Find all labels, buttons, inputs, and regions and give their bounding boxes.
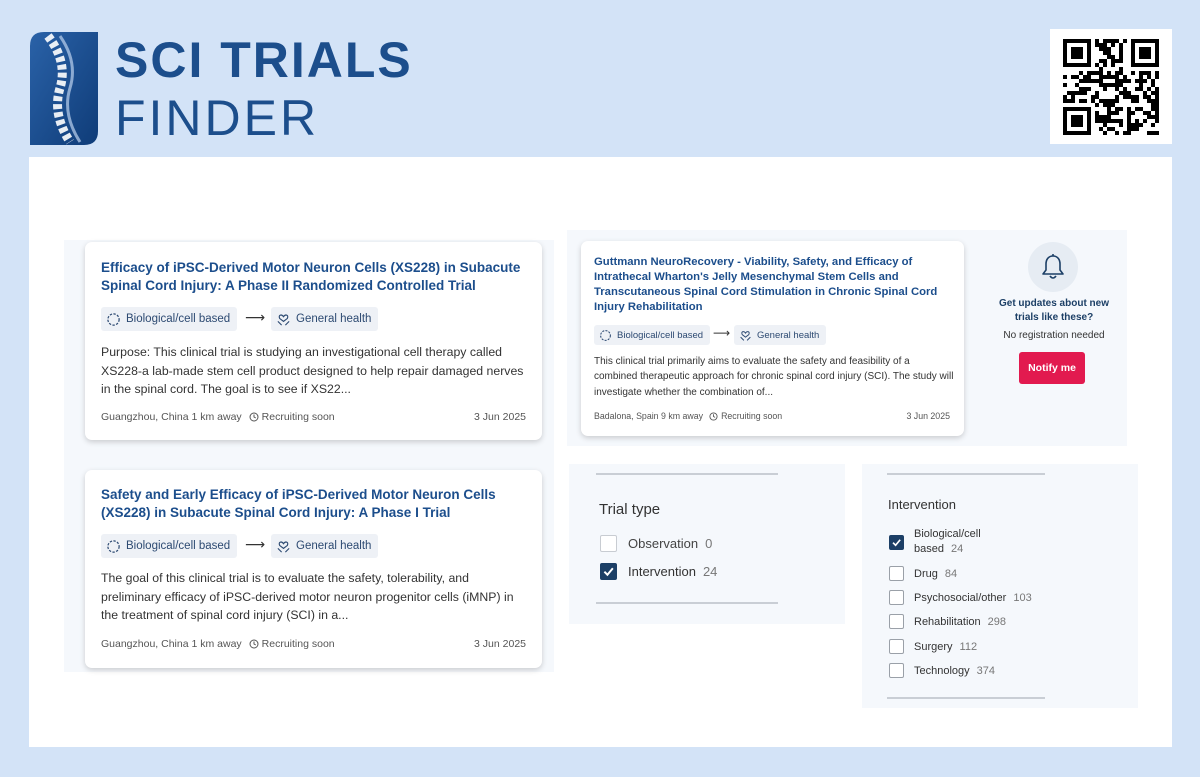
- filter-option-count: 112: [959, 640, 978, 653]
- filter-option-biological[interactable]: [889, 527, 981, 557]
- filter-option-count: 84: [944, 567, 958, 580]
- spine-logo-icon: [30, 32, 98, 145]
- bell-icon: [1028, 242, 1078, 292]
- filter-option-count: 103: [1013, 591, 1032, 604]
- checkbox[interactable]: [889, 663, 904, 678]
- trial-title[interactable]: Efficacy of iPSC-Derived Motor Neuron Cells (XS228) in Subacute Spinal Cord Injury: A Phase II Randomized Controlled Trial: [101, 260, 521, 293]
- trial-description: This clinical trial primarily aims to evaluate the safety and feasibility of a combined therapeutic approach for chronic spinal cord injury (SCI). The study will investigate whether the combination of...: [594, 356, 954, 398]
- filter-option-text: [914, 527, 981, 557]
- outcome-tag-label: General health: [757, 329, 820, 341]
- filter-option-count: 374: [976, 664, 996, 677]
- checkbox[interactable]: [600, 563, 617, 580]
- clock-icon: [709, 412, 718, 421]
- trial-description: The goal of this clinical trial is to evaluate the safety, tolerability, and preliminary efficacy of iPSC-derived motor neuron progenitor cells (iMNP) in the treatment of spinal cord injury (SCI) in a...: [101, 571, 514, 622]
- filter-option-label: Drug: [914, 567, 938, 580]
- trial-date: 3 Jun 2025: [474, 411, 526, 423]
- trial-title[interactable]: Guttmann NeuroRecovery - Viability, Safety, and Efficacy of Intrathecal Wharton's Jelly Mesenchymal Stem Cells and Transcutaneous Spinal Cord Stimulation in Chronic Spinal Cord Injury Rehabilitation: [594, 256, 938, 313]
- filter-option-drug[interactable]: [889, 566, 957, 581]
- outcome-tag: [271, 534, 378, 558]
- arrow-icon: ⟶: [245, 309, 266, 325]
- trial-meta: [594, 411, 782, 421]
- filter-option-count: 298: [987, 615, 1007, 628]
- intervention-tag: [594, 325, 710, 345]
- intervention-tag-label: Biological/cell based: [126, 540, 231, 552]
- checkbox[interactable]: [889, 590, 904, 605]
- outcome-tag-label: General health: [296, 540, 372, 552]
- trial-status: Recruiting soon: [261, 638, 335, 650]
- intervention-tag: [101, 534, 237, 558]
- filter-option-rehabilitation[interactable]: [889, 614, 1006, 629]
- trial-card[interactable]: [581, 241, 964, 436]
- trial-description: Purpose: This clinical trial is studying an investigational cell therapy called XS228-a lab-made stem cell product designed to help repair damaged nerves in the spinal cord. The goal is to see if XS22...: [101, 345, 524, 396]
- checkbox[interactable]: [889, 639, 904, 654]
- filter-option-label: Observation: [628, 536, 699, 551]
- filter-option-intervention[interactable]: [600, 563, 717, 580]
- divider: [887, 473, 1045, 475]
- divider: [596, 473, 778, 475]
- filter-option-count: 0: [705, 536, 713, 551]
- outcome-tag: [734, 325, 826, 345]
- trial-location: Guangzhou, China 1 km away: [101, 638, 242, 650]
- hands-heart-icon: [739, 329, 752, 342]
- filter-option-count: 24: [702, 564, 718, 579]
- filter-option-label: Psychosocial/other: [914, 591, 1007, 604]
- checkbox[interactable]: [889, 535, 904, 550]
- divider: [596, 602, 778, 604]
- clock-icon: [249, 412, 259, 422]
- intervention-title: Intervention: [888, 497, 956, 512]
- check-icon: [891, 537, 902, 548]
- trial-status: Recruiting soon: [721, 411, 783, 421]
- filter-option-label: Surgery: [914, 640, 953, 653]
- checkbox[interactable]: [889, 566, 904, 581]
- trial-title[interactable]: Safety and Early Efficacy of iPSC-Derived Motor Neuron Cells (XS228) in Subacute Spinal Cord Injury: A Phase I Trial: [101, 487, 496, 520]
- arrow-icon: ⟶: [713, 326, 731, 340]
- trial-type-title: Trial type: [599, 501, 661, 518]
- trial-location: Guangzhou, China 1 km away: [101, 411, 242, 423]
- filter-option-label: Technology: [914, 664, 970, 677]
- trial-meta: [101, 411, 335, 423]
- check-icon: [602, 565, 615, 578]
- trial-status: Recruiting soon: [261, 411, 335, 423]
- filter-option-label: Biological/cell: [914, 528, 981, 540]
- cell-icon: [106, 539, 121, 554]
- notify-me-button[interactable]: Notify me: [1019, 352, 1085, 384]
- filter-option-label-line2: based: [914, 543, 944, 555]
- trial-meta: [101, 638, 335, 650]
- filter-option-observation[interactable]: [600, 535, 712, 552]
- hands-heart-icon: [276, 312, 291, 327]
- brand-title: SCI TRIALS: [115, 32, 413, 88]
- filter-option-label: Intervention: [628, 564, 696, 579]
- trial-location: Badalona, Spain 9 km away: [594, 411, 704, 421]
- qr-code-icon: [1050, 29, 1172, 144]
- filter-option-label: Rehabilitation: [914, 615, 981, 628]
- arrow-icon: ⟶: [245, 536, 266, 552]
- checkbox[interactable]: [889, 614, 904, 629]
- trial-card[interactable]: [85, 470, 542, 668]
- intervention-tag: [101, 307, 237, 331]
- filter-option-technology[interactable]: [889, 663, 995, 678]
- cell-icon: [599, 329, 612, 342]
- trial-date: 3 Jun 2025: [906, 411, 950, 421]
- filter-option-count: 24: [950, 543, 964, 555]
- brand-subtitle: FINDER: [115, 90, 320, 146]
- notify-prompt: Get updates about new trials like these?: [998, 298, 1109, 323]
- checkbox[interactable]: [600, 535, 617, 552]
- filter-option-surgery[interactable]: [889, 639, 977, 654]
- trial-date: 3 Jun 2025: [474, 638, 526, 650]
- intervention-tag-label: Biological/cell based: [617, 329, 704, 341]
- trial-card[interactable]: [85, 242, 542, 440]
- outcome-tag: [271, 307, 378, 331]
- filter-option-psychosocial[interactable]: [889, 590, 1032, 605]
- intervention-tag-label: Biological/cell based: [126, 313, 231, 325]
- divider: [887, 697, 1045, 699]
- hands-heart-icon: [276, 539, 291, 554]
- cell-icon: [106, 312, 121, 327]
- outcome-tag-label: General health: [296, 313, 372, 325]
- notify-subtext: No registration needed: [1003, 330, 1105, 341]
- clock-icon: [249, 639, 259, 649]
